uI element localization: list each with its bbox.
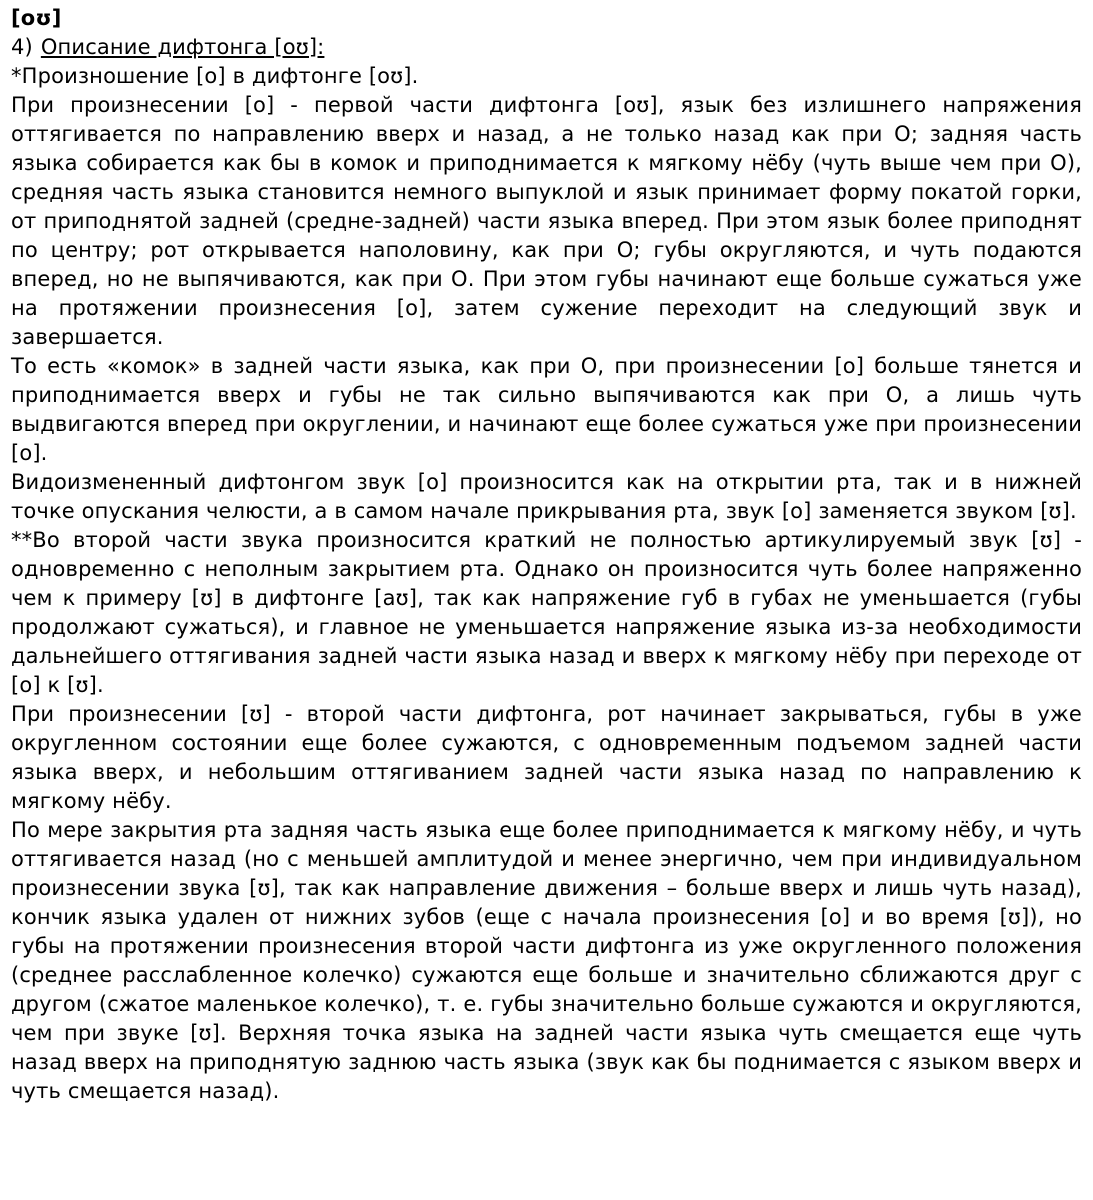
paragraph-modified-sound: Видоизмененный дифтонгом звук [o] произносится как на открытии рта, так и в нижней точке опускания челюсти, а в самом начале прикрывания рта, звук [o] заменяется звуком [ʊ]. (11, 470, 1082, 523)
paragraph-mouth-closing: По мере закрытия рта задняя часть языка еще более приподнимается к мягкому нёбу, и чуть оттягивается назад (но с меньшей амплитудой и менее энергично, чем при индивидуальном произнесении звука [ʊ], так как направление движения – больше вверх и лишь чуть назад), кончик языка удален от нижних зубов (еще с начала произнесения [o] и во время [ʊ]), но губы на протяжении произнесения второй части дифтонга из уже округленного положения (среднее расслабленное колечко) сужаются еще больше и значительно сближаются друг с другом (сжатое маленькое колечко), т. е. губы значительно больше сужаются и округляются, чем при звуке [ʊ]. Верхняя точка языка на задней части языка чуть смещается еще чуть назад вверх на приподнятую заднюю часть языка (звук как бы поднимается с языком вверх и чуть смещается назад). (11, 818, 1082, 1103)
paragraph-o-pronunciation-intro: *Произношение [o] в дифтонге [oʊ]. (11, 64, 419, 88)
paragraph-tongue-lump: То есть «комок» в задней части языка, как при О, при произнесении [o] больше тянется и приподнимается вверх и губы не так сильно выпячиваются как при О, а лишь чуть выдвигаются вперед при округлении, и начинают еще более сужаться уже при произнесении [o]. (11, 354, 1082, 465)
paragraph-second-part-articulation: При произнесении [ʊ] - второй части дифтонга, рот начинает закрываться, губы в уже округленном состоянии еще более сужаются, с одновременным подъемом задней части языка вверх, и небольшим оттягиванием задней части языка назад по направлению к мягкому нёбу. (11, 702, 1082, 813)
section-title: Описание дифтонга [oʊ]: (40, 35, 325, 59)
paragraph-first-part-articulation: При произнесении [o] - первой части дифтонга [oʊ], язык без излишнего напряжения оттягивается по направлению вверх и назад, а не только назад как при О; задняя часть языка собирается как бы в комок и приподнимается к мягкому нёбу (чуть выше чем при О), средняя часть языка становится немного выпуклой и язык принимает форму покатой горки, от приподнятой задней (средне-задней) части языка вперед. При этом язык более приподнят по центру; рот открывается наполовину, как при О; губы округляются, и чуть подаются вперед, но не выпячиваются, как при О. При этом губы начинают еще больше сужаться уже на протяжении произнесения [o], затем сужение переходит на следующий звук и завершается. (11, 93, 1082, 349)
paragraph-second-part-short-sound: **Во второй части звука произносится краткий не полностью артикулируемый звук [ʊ] - одновременно с неполным закрытием рта. Однако он произносится чуть более напряженно чем к примеру [ʊ] в дифтонге [aʊ], так как напряжение губ в губах не уменьшается (губы продолжают сужаться), и главное не уменьшается напряжение языка из-за необходимости дальнейшего оттягивания задней части языка назад и вверх к мягкому нёбу при переходе от [o] к [ʊ]. (11, 528, 1082, 697)
section-number: 4) (11, 35, 33, 59)
document-title: [oʊ] (11, 6, 62, 30)
section-heading (11, 33, 1082, 62)
